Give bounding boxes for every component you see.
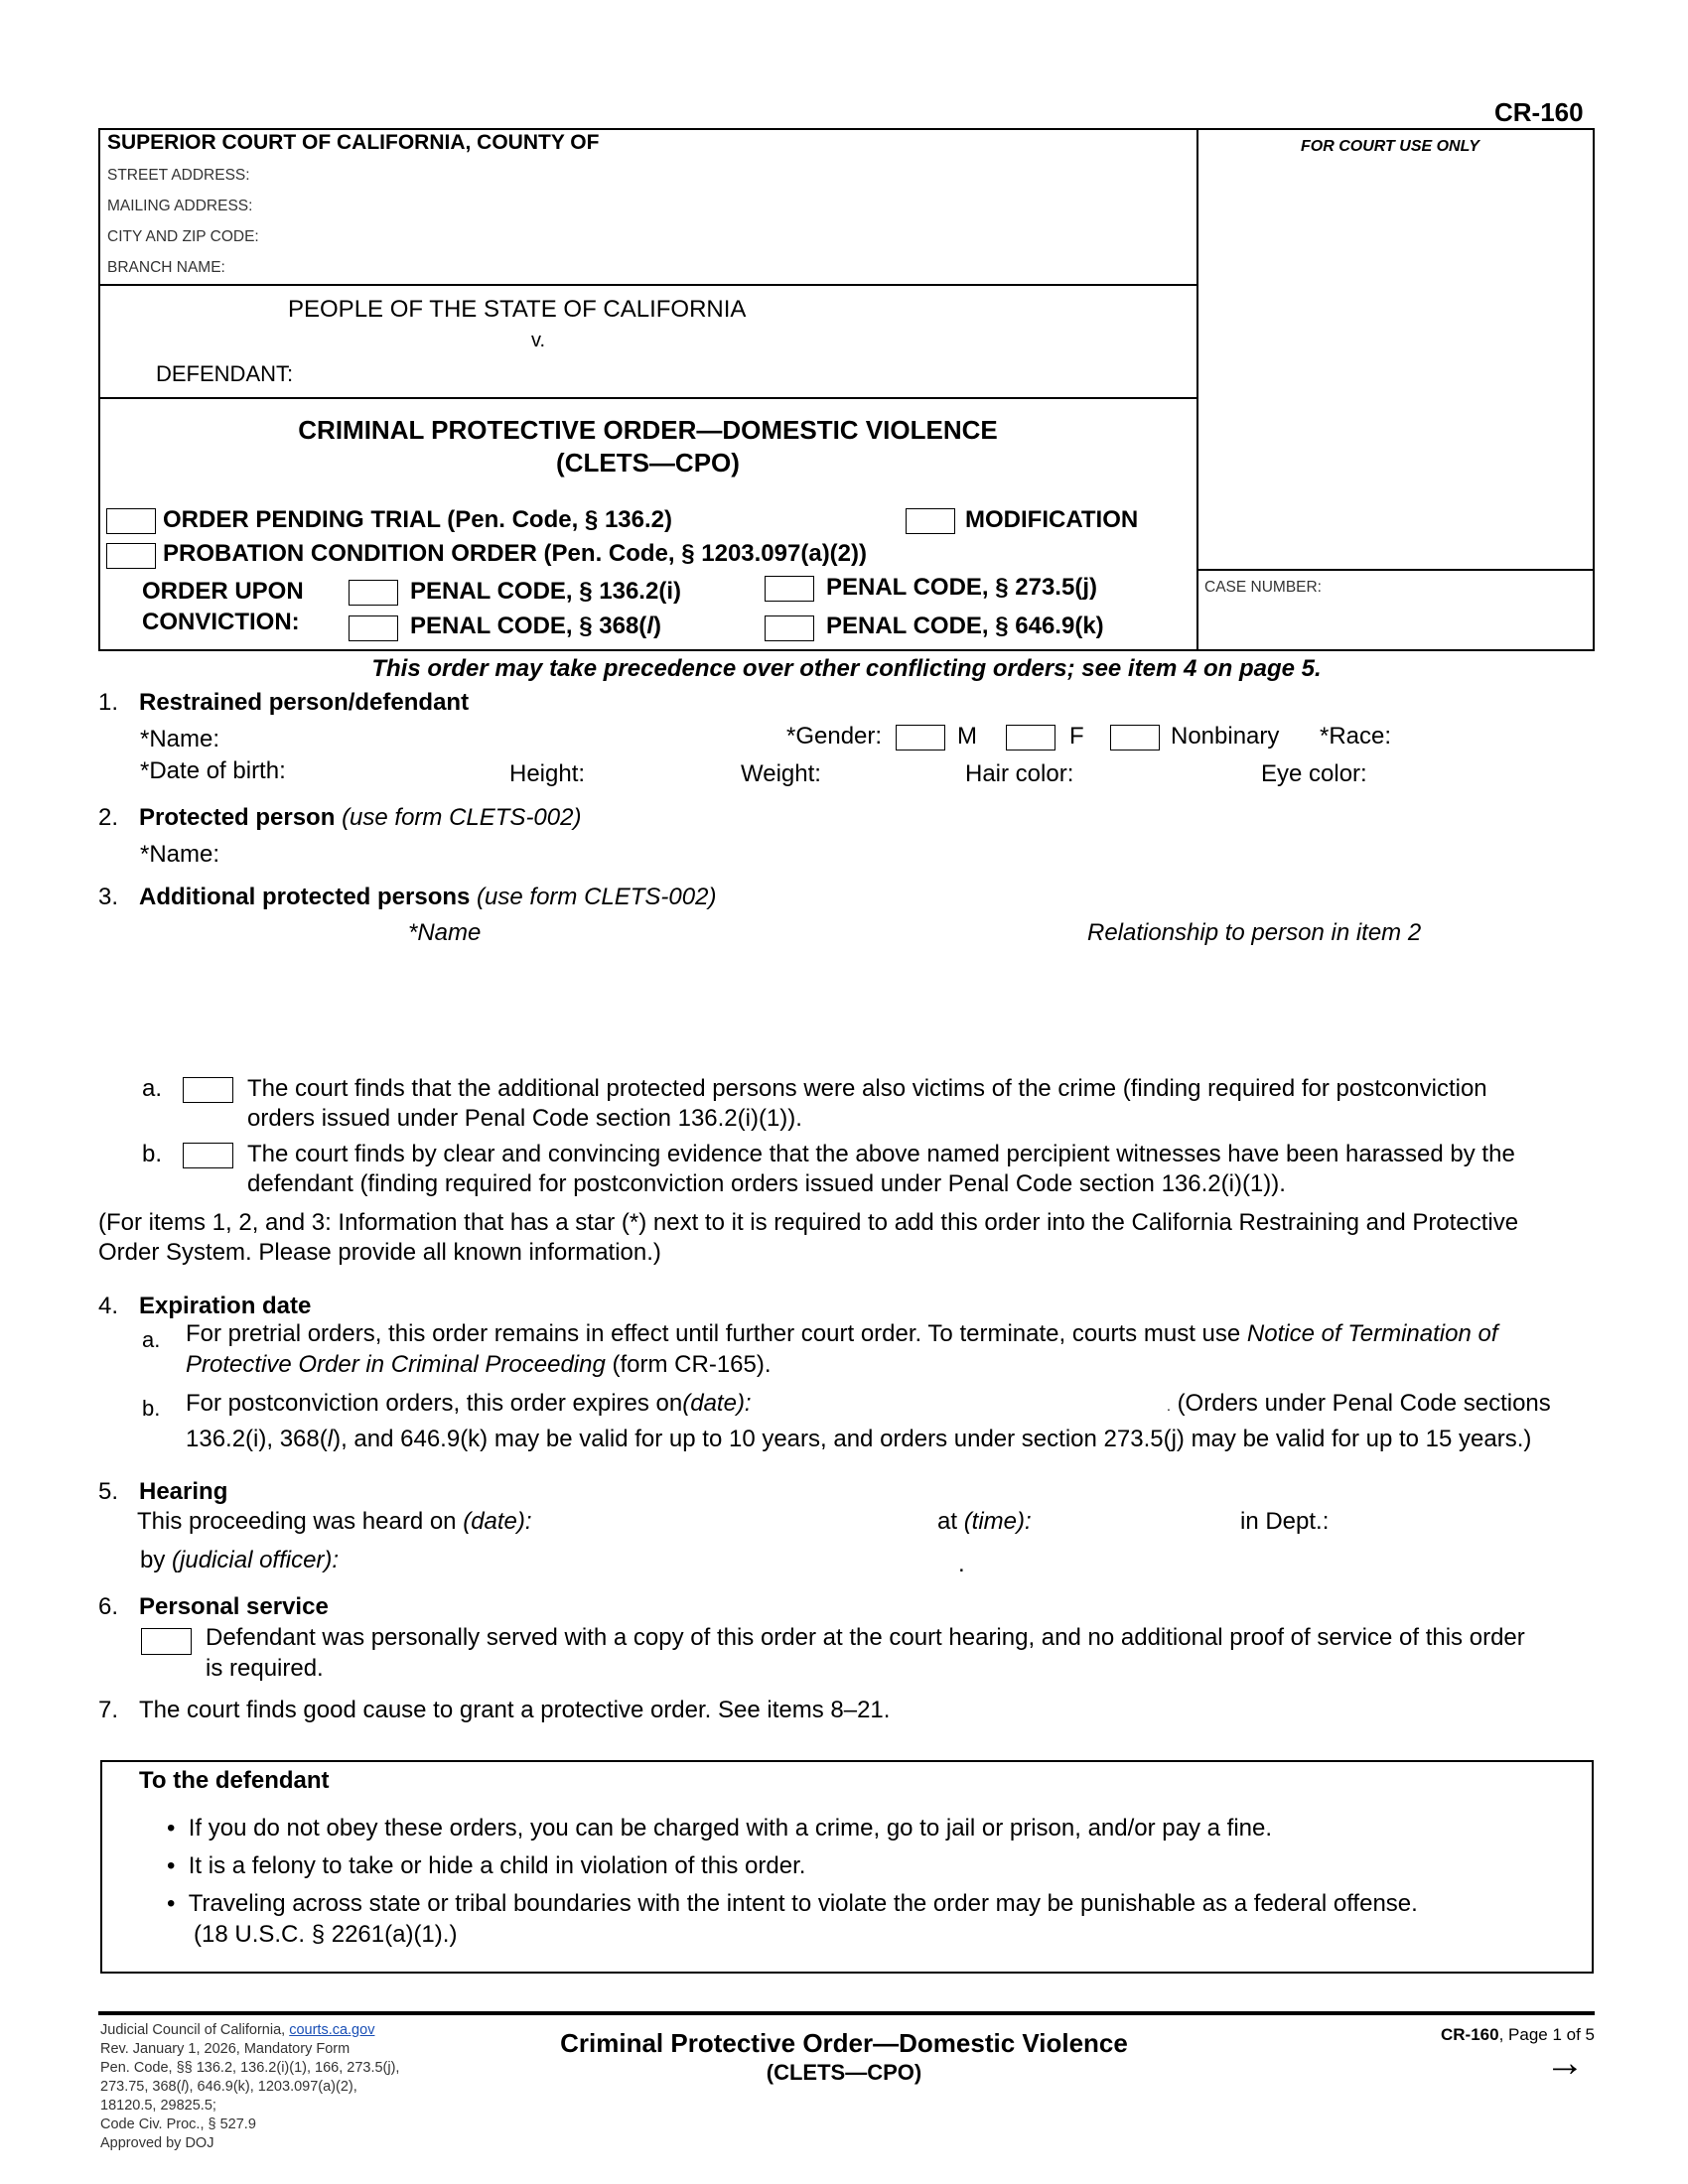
court-use-only: FOR COURT USE ONLY	[1301, 138, 1479, 155]
item4a-text-1: For pretrial orders, this order remains in effect until further court order. To terminate, courts must use Notice of Termination of	[186, 1320, 1498, 1347]
item6-number: 6.	[98, 1593, 119, 1620]
item1-name-label: *Name:	[140, 726, 220, 752]
court-section-divider	[98, 284, 1197, 286]
footer-civ: Code Civ. Proc., § 527.9	[100, 2116, 256, 2132]
caption-box	[98, 128, 1595, 651]
gender-f-label: F	[1069, 723, 1084, 750]
defendant-label: DEFENDANT:	[156, 361, 294, 386]
mailing-address-label: MAILING ADDRESS:	[107, 198, 253, 214]
footer-citations	[100, 2021, 399, 2153]
item6-title: Personal service	[139, 1593, 329, 1620]
case-number-label: CASE NUMBER:	[1204, 579, 1322, 596]
pc-136-label: PENAL CODE, § 136.2(i)	[410, 578, 681, 605]
item7-text: The court finds good cause to grant a protective order. See items 8–21.	[139, 1697, 891, 1723]
item3a-text-1: The court finds that the additional protected persons were also victims of the crime (finding required for postconviction	[247, 1075, 1487, 1102]
item3-heading: Additional protected persons (use form CLETS-002)	[139, 884, 717, 910]
item3-relationship-column: Relationship to person in item 2	[1087, 919, 1422, 946]
pc-646-checkbox[interactable]	[765, 615, 814, 641]
footer-page: CR-160, Page 1 of 5	[1441, 2025, 1595, 2044]
pending-trial-checkbox[interactable]	[106, 508, 156, 534]
item3b-checkbox[interactable]	[183, 1143, 233, 1168]
item3b-text-1: The court finds by clear and convincing evidence that the above named percipient witnesses have been harassed by the	[247, 1141, 1515, 1167]
defendant-box-title: To the defendant	[139, 1767, 330, 1794]
pending-trial-label: ORDER PENDING TRIAL (Pen. Code, § 136.2)	[163, 506, 672, 533]
item7-number: 7.	[98, 1697, 119, 1723]
hearing-date-label: This proceeding was heard on (date):	[137, 1508, 532, 1535]
modification-label: MODIFICATION	[965, 506, 1139, 533]
branch-name-label: BRANCH NAME:	[107, 259, 225, 276]
item6-text-1: Defendant was personally served with a copy of this order at the court hearing, and no additional proof of service of this order	[206, 1624, 1525, 1651]
pc-368-checkbox[interactable]	[349, 615, 398, 641]
probation-checkbox[interactable]	[106, 543, 156, 569]
footer-doj: Approved by DOJ	[100, 2135, 214, 2151]
eye-color-label: Eye color:	[1261, 760, 1367, 787]
versus: v.	[531, 330, 546, 351]
hair-color-label: Hair color:	[965, 760, 1074, 787]
precedence-note: This order may take precedence over other conflicting orders; see item 4 on page 5.	[371, 655, 1322, 682]
next-page-arrow-icon[interactable]: →	[1545, 2041, 1585, 2085]
street-address-label: STREET ADDRESS:	[107, 167, 250, 184]
footer-title-1: Criminal Protective Order—Domestic Violence	[560, 2028, 1128, 2058]
bullet-3: • Traveling across state or tribal boundaries with the intent to violate the order may be punishable as a federal offense.	[167, 1890, 1418, 1917]
gender-label: *Gender:	[786, 723, 883, 750]
dob-label: *Date of birth:	[140, 757, 286, 784]
item3a-checkbox[interactable]	[183, 1077, 233, 1103]
item4b-text-1: For postconviction orders, this order expires on(date):	[186, 1390, 752, 1417]
footer-council: Judicial Council of California, courts.ca.gov	[100, 2022, 375, 2038]
star-note-2: Order System. Please provide all known information.)	[98, 1239, 661, 1266]
footer-pen-3: 18120.5, 29825.5;	[100, 2098, 216, 2114]
gender-f-checkbox[interactable]	[1006, 725, 1055, 751]
caption-divider	[1196, 128, 1198, 651]
item4b-text-2: 136.2(i), 368(l), and 646.9(k) may be valid for up to 10 years, and orders under section 273.5(j) may be valid for up to 15 years.)	[186, 1426, 1532, 1452]
item4-title: Expiration date	[139, 1293, 312, 1319]
item1-number: 1.	[98, 689, 119, 716]
gender-m-label: M	[957, 723, 977, 750]
item2-name-label: *Name:	[140, 841, 220, 868]
pc-273-label: PENAL CODE, § 273.5(j)	[826, 574, 1097, 601]
item3a-text-2: orders issued under Penal Code section 136.2(i)(1)).	[247, 1105, 802, 1132]
city-zip-label: CITY AND ZIP CODE:	[107, 228, 259, 245]
item3b-letter: b.	[142, 1141, 163, 1167]
upon-conviction-label-1: ORDER UPON	[142, 578, 304, 605]
pc-273-checkbox[interactable]	[765, 576, 814, 602]
court-title: SUPERIOR COURT OF CALIFORNIA, COUNTY OF	[107, 131, 600, 154]
probation-label: PROBATION CONDITION ORDER (Pen. Code, § 1203.097(a)(2))	[163, 540, 868, 567]
footer-rule	[98, 2011, 1595, 2015]
item3-number: 3.	[98, 884, 119, 910]
form-number: CR-160	[1494, 97, 1584, 127]
item5-title: Hearing	[139, 1478, 228, 1505]
height-label: Height:	[509, 760, 586, 787]
race-label: *Race:	[1320, 723, 1392, 750]
bullet-3-citation: (18 U.S.C. § 2261(a)(1).)	[194, 1921, 458, 1948]
footer-pen-1: Pen. Code, §§ 136.2, 136.2(i)(1), 166, 273.5(j),	[100, 2060, 400, 2076]
gender-nonbinary-label: Nonbinary	[1171, 723, 1280, 750]
gender-nonbinary-checkbox[interactable]	[1110, 725, 1160, 751]
item4b-letter: b.	[142, 1396, 161, 1421]
item3-name-column: *Name	[408, 919, 482, 946]
item2-number: 2.	[98, 804, 119, 831]
people-title: PEOPLE OF THE STATE OF CALIFORNIA	[288, 296, 747, 323]
modification-checkbox[interactable]	[906, 508, 955, 534]
item4a-text-2: Protective Order in Criminal Proceeding (form CR-165).	[186, 1351, 772, 1378]
footer-rev: Rev. January 1, 2026, Mandatory Form	[100, 2041, 351, 2057]
item2-heading: Protected person (use form CLETS-002)	[139, 804, 582, 831]
item1-title: Restrained person/defendant	[139, 689, 470, 716]
upon-conviction-label-2: CONVICTION:	[142, 609, 300, 635]
pc-136-checkbox[interactable]	[349, 580, 398, 606]
item5-number: 5.	[98, 1478, 119, 1505]
star-note-1: (For items 1, 2, and 3: Information that has a star (*) next to it is required to add this order into the California Restraining and Protective	[98, 1209, 1519, 1236]
gender-m-checkbox[interactable]	[896, 725, 945, 751]
footer-pen-2: 273.75, 368(l), 646.9(k), 1203.097(a)(2),	[100, 2079, 357, 2095]
item4a-letter: a.	[142, 1327, 161, 1352]
hearing-dept-label: in Dept.:	[1240, 1508, 1330, 1535]
pc-368-label: PENAL CODE, § 368(l)	[410, 613, 661, 639]
hearing-time-label: at (time):	[937, 1508, 1032, 1535]
weight-label: Weight:	[741, 760, 821, 787]
parties-section-divider	[98, 397, 1197, 399]
item4b-text-1-end: . (Orders under Penal Code sections	[1167, 1390, 1551, 1417]
case-number-divider	[1196, 569, 1595, 571]
form-title-line2: (CLETS—CPO)	[556, 448, 740, 478]
footer-title-2: (CLETS—CPO)	[766, 2060, 922, 2085]
item3a-letter: a.	[142, 1075, 163, 1102]
pc-646-label: PENAL CODE, § 646.9(k)	[826, 613, 1104, 639]
judicial-officer-label: by (judicial officer):	[140, 1547, 340, 1573]
judicial-officer-period: .	[958, 1551, 965, 1577]
bullet-1: • If you do not obey these orders, you can be charged with a crime, go to jail or prison, and/or pay a fine.	[167, 1815, 1273, 1842]
item3b-text-2: defendant (finding required for postconviction orders issued under Penal Code section 136.2(i)(1)).	[247, 1170, 1286, 1197]
item4-number: 4.	[98, 1293, 119, 1319]
item6-text-2: is required.	[206, 1655, 324, 1682]
bullet-2: • It is a felony to take or hide a child in violation of this order.	[167, 1852, 806, 1879]
form-title-line1: CRIMINAL PROTECTIVE ORDER—DOMESTIC VIOLENCE	[298, 415, 998, 445]
personal-service-checkbox[interactable]	[141, 1628, 192, 1655]
courts-link[interactable]: courts.ca.gov	[289, 2022, 375, 2038]
